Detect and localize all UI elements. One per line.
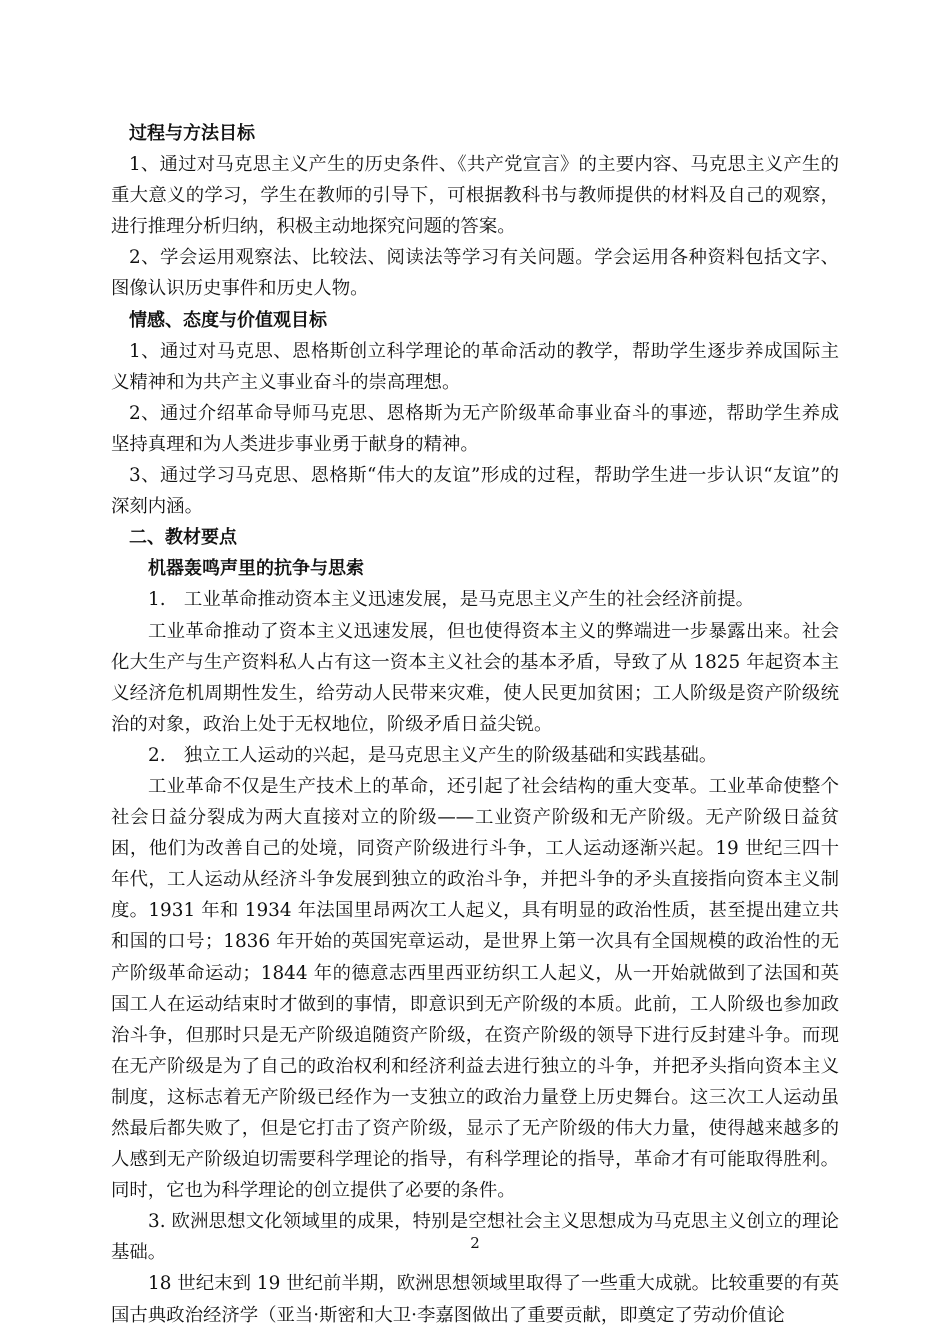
point-2-text: 工业革命不仅是生产技术上的革命，还引起了社会结构的重大变革。工业革命使整个社会日益分裂成为两大直接对立的阶级——工业资产阶级和无产阶级。无产阶级日益贫困，他们为改善自己的处境，同资产阶级进行斗争，工人运动逐渐兴起。19 世纪三四十年代，工人运动从经济斗争发展到独立的政治斗争，并把斗争的矛头直接指向资本主义制度。1931 年和 1934 年法国里昂两次工人起义，具有明显的政治性质，甚至提出建立共和国的口号；1836 年开始的英国宪章运动，是世界上第一次具有全国规模的政治性的无产阶级革命运动；1844 年的德意志西里西亚纺织工人起义，从一开始就做到了法国和英国工人在运动结束时才做到的事情，即意识到无产阶级的本质。此前，工人阶级也参加政治斗争，但那时只是无产阶级追随资产阶级，在资产阶级的领导下进行反封建斗争。而现在无产阶级是为了自己的政治权利和经济利益去进行独立的斗争，并把矛头指向资本主义制度，这标志着无产阶级已经作为一支独立的政治力量登上历史舞台。这三次工人运动虽然最后都失败了，但是它打击了资产阶级，显示了无产阶级的伟大力量，使得越来越多的人感到无产阶级迫切需要科学理论的指导，有科学理论的指导，革命才有可能取得胜利。同时，它也为科学理论的创立提供了必要的条件。 — [111, 775, 839, 1202]
emotion-goal-item-1: 1、通过对马克思、恩格斯创立科学理论的革命活动的教学，帮助学生逐步养成国际主义精神和为共产主义事业奋斗的崇高理想。 — [111, 340, 839, 393]
process-goals-heading: 过程与方法目标 — [129, 123, 255, 144]
point-1-text: 工业革命推动了资本主义迅速发展，但也使得资本主义的弊端进一步暴露出来。社会化大生产与生产资料私人占有这一资本主义社会的基本矛盾，导致了从 1825 年起资本主义经济危机周期性发生，给劳动人民带来灾难，使人民更加贫困；工人阶级是资产阶级统治的对象，政治上处于无权地位，阶级矛盾日益尖锐。 — [111, 620, 839, 735]
point-2-title: 2. 独立工人运动的兴起，是马克思主义产生的阶级基础和实践基础。 — [148, 744, 718, 766]
page-number: 2 — [470, 1234, 480, 1252]
emotion-goals-heading: 情感、态度与价值观目标 — [129, 309, 327, 331]
material-subheading: 机器轰鸣声里的抗争与思索 — [148, 558, 364, 580]
process-goal-item-2: 2、学会运用观察法、比较法、阅读法等学习有关问题。学会运用各种资料包括文字、图像认识历史事件和历史人物。 — [111, 247, 839, 300]
page-body — [111, 118, 839, 1331]
point-3-title: 3. 欧洲思想文化领域里的成果，特别是空想社会主义思想成为马克思主义创立的理论基础。 — [111, 1211, 839, 1264]
emotion-goal-item-3: 3、通过学习马克思、恩格斯“伟大的友谊”形成的过程，帮助学生进一步认识“友谊”的深刻内涵。 — [111, 465, 839, 518]
emotion-goal-item-2: 2、通过介绍革命导师马克思、恩格斯为无产阶级革命事业奋斗的事迹，帮助学生养成坚持真理和为人类进步事业勇于献身的精神。 — [111, 402, 839, 455]
process-goal-item-1: 1、通过对马克思主义产生的历史条件、《共产党宣言》的主要内容、马克思主义产生的重大意义的学习，学生在教师的引导下，可根据教科书与教师提供的材料及自己的观察，进行推理分析归纳，积极主动地探究问题的答案。 — [111, 154, 839, 238]
point-1-title: 1. 工业革命推动资本主义迅速发展，是马克思主义产生的社会经济前提。 — [148, 589, 755, 611]
point-3-text: 18 世纪末到 19 世纪前半期，欧洲思想领域里取得了一些重大成就。比较重要的有英国古典政治经济学（亚当·斯密和大卫·李嘉图做出了重要贡献，即奠定了劳动价值论 — [111, 1273, 839, 1326]
material-section-heading: 二、教材要点 — [129, 527, 237, 549]
